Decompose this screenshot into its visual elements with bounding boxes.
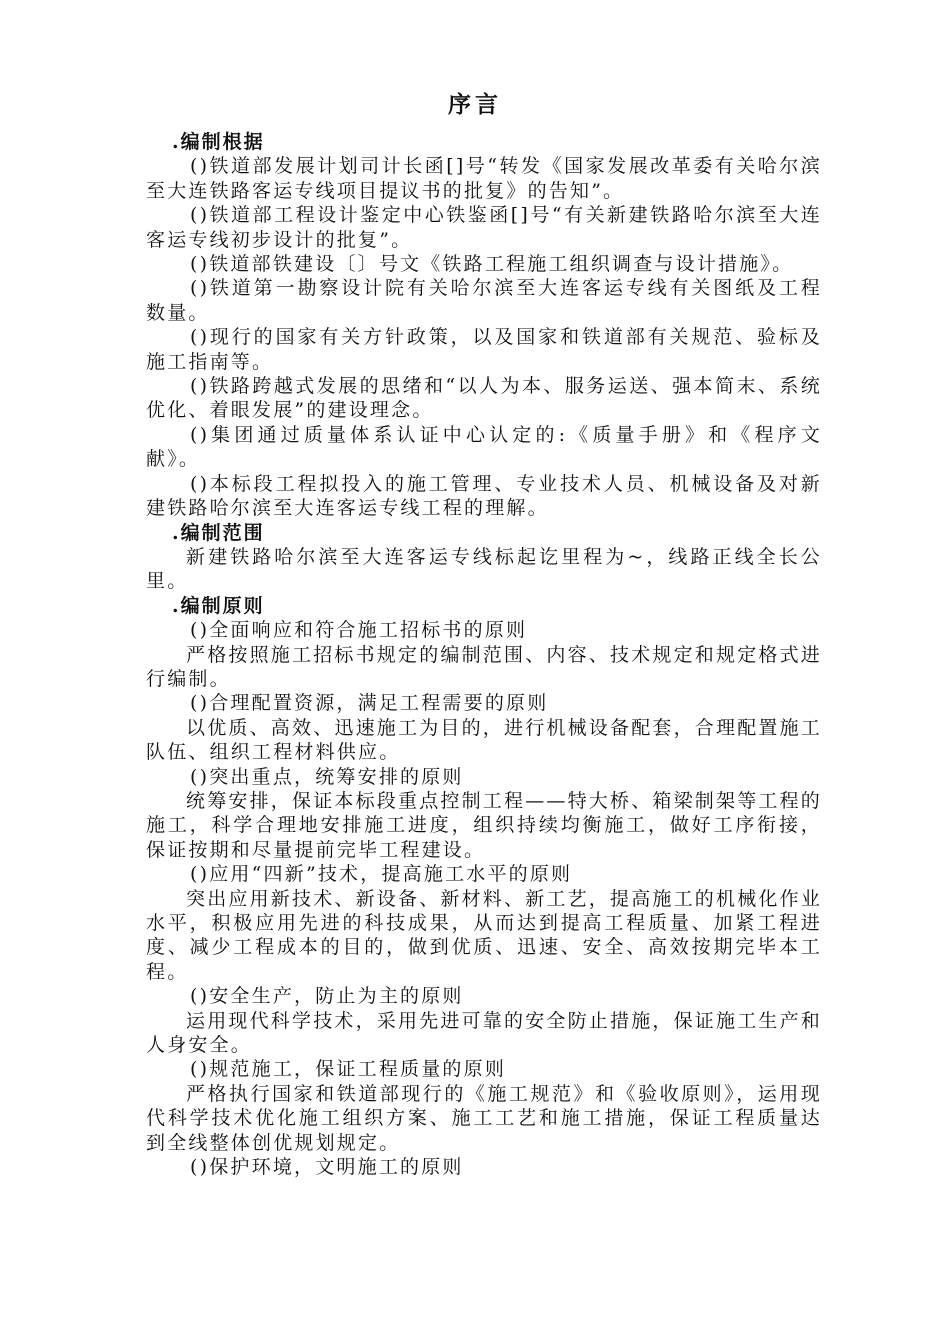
principle-6-title: ()规范施工，保证工程质量的原则 — [190, 1058, 507, 1081]
section-heading-basis: .编制根据 — [172, 131, 265, 153]
principle-2-title: ()合理配置资源，满足工程需要的原则 — [190, 692, 549, 715]
principle-4-text: 突出应用新技术、新设备、新材料、新工艺，提高施工的机械化作业水平，积极应用先进的科技成果，从而达到提高工程质量、加紧工程进度、减少工程成本的目的，做到优质、迅速、安全、高效按期完毕本工程。 — [146, 887, 823, 983]
page-title: 序言 — [448, 91, 502, 118]
document-body — [146, 130, 822, 1179]
principle-7-title: ()保护环境，文明施工的原则 — [190, 1156, 464, 1179]
basis-item-8: ()本标段工程拟投入的施工管理、专业技术人员、机械设备及对新建铁路哈尔滨至大连客运专线工程的理解。 — [146, 472, 822, 520]
scope-paragraph: 新建铁路哈尔滨至大连客运专线标起讫里程为~，线路正线全长公里。 — [146, 545, 822, 593]
basis-item-2: ()铁道部工程设计鉴定中心铁鉴函[]号“有关新建铁路哈尔滨至大连客运专线初步设计的批复”。 — [146, 204, 822, 251]
basis-item-7: ()集团通过质量体系认证中心认定的:《质量手册》和《程序文献》。 — [146, 423, 822, 471]
basis-item-1: ()铁道部发展计划司计长函[]号“转发《国家发展改革委有关哈尔滨至大连铁路客运专线项目提议书的批复》的告知”。 — [146, 155, 822, 202]
principle-5-title: ()安全生产，防止为主的原则 — [190, 985, 464, 1008]
principle-2-text: 以优质、高效、迅速施工为目的，进行机械设备配套，合理配置施工队伍、组织工程材料供应。 — [146, 716, 823, 764]
principle-3-title: ()突出重点，统筹安排的原则 — [190, 765, 464, 788]
principle-6-text: 严格执行国家和铁道部现行的《施工规范》和《验收原则》，运用现代科学技术优化施工组织方案、施工工艺和施工措施，保证工程质量达到全线整体创优规划规定。 — [146, 1082, 822, 1154]
basis-item-3: ()铁道部铁建设〔〕号文《铁路工程施工组织调查与设计措施》。 — [190, 253, 794, 276]
basis-item-6: ()铁路跨越式发展的思绪和“以人为本、服务运送、强本简末、系统优化、着眼发展”的建设理念。 — [146, 375, 822, 422]
basis-item-5: ()现行的国家有关方针政策，以及国家和铁道部有关规范、验标及施工指南等。 — [146, 326, 822, 373]
basis-item-4: ()铁道第一勘察设计院有关哈尔滨至大连客运专线有关图纸及工程数量。 — [146, 277, 822, 324]
principle-3-text: 统筹安排，保证本标段重点控制工程——特大桥、箱梁制架等工程的施工，科学合理地安排施工进度，组织持续均衡施工，做好工序衔接，保证按期和尽量提前完毕工程建设。 — [146, 789, 823, 861]
principle-1-title: ()全面响应和符合施工招标书的原则 — [190, 619, 528, 642]
principle-5-text: 运用现代科学技术，采用先进可靠的安全防止措施，保证施工生产和人身安全。 — [146, 1009, 823, 1057]
principle-4-title: ()应用“四新”技术，提高施工水平的原则 — [190, 863, 573, 886]
section-heading-principles: .编制原则 — [172, 594, 265, 617]
section-heading-scope: .编制范围 — [172, 521, 265, 544]
principle-1-text: 严格按照施工招标书规定的编制范围、内容、技术规定和规定格式进行编制。 — [146, 643, 823, 690]
